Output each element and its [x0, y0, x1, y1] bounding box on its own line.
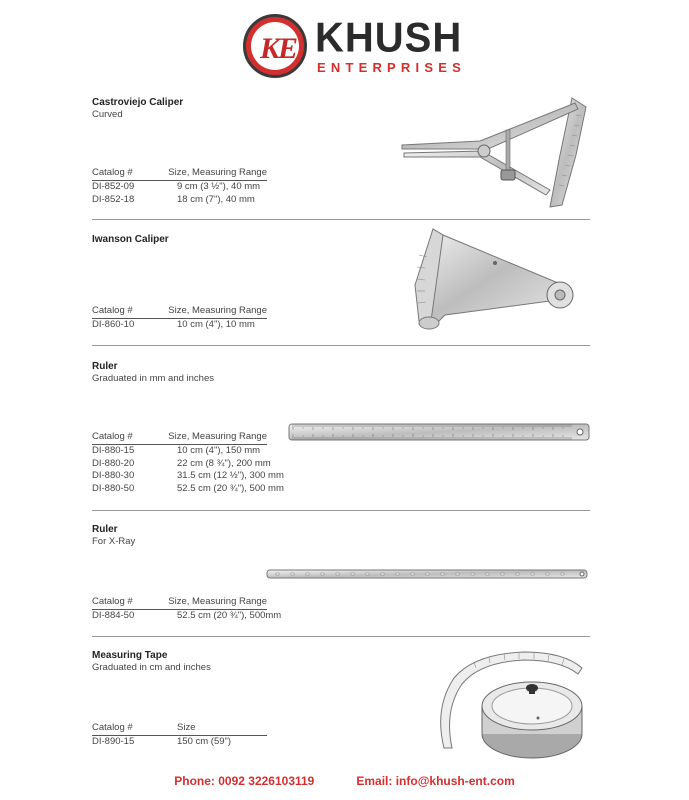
size-value: 31.5 cm (12 ½"), 300 mm — [177, 470, 284, 481]
catalog-number: DI-860-10 — [92, 319, 135, 330]
product-title: Castroviejo Caliper — [92, 97, 184, 108]
catalog-number: DI-880-50 — [92, 482, 135, 494]
product-subtitle: Graduated in mm and inches — [92, 373, 214, 384]
table-row — [92, 736, 267, 749]
measuring-tape-image — [434, 648, 590, 764]
iwanson-caliper-image — [405, 225, 595, 337]
table-row — [92, 610, 281, 623]
catalog-table — [92, 722, 267, 749]
steel-ruler-image — [288, 422, 592, 442]
size-value: 22 cm (8 ¾"), 200 mm — [177, 457, 271, 469]
product-title: Measuring Tape — [92, 650, 168, 661]
catalog-header: Catalog # — [92, 722, 133, 733]
product-subtitle: Curved — [92, 109, 123, 120]
size-value: 52.5 cm (20 ¾"), 500mm — [177, 610, 282, 621]
section-divider — [92, 636, 590, 637]
table-header — [92, 722, 267, 736]
product-title: Iwanson Caliper — [92, 234, 169, 245]
table-row — [92, 470, 284, 483]
size-header: Size, Measuring Range — [168, 305, 267, 316]
product-ruler-graduated — [92, 361, 590, 494]
product-subtitle: Graduated in cm and inches — [92, 662, 211, 673]
catalog-table — [92, 596, 281, 623]
table-row — [92, 194, 267, 207]
size-header: Size, Measuring Range — [168, 596, 267, 607]
catalog-table — [92, 167, 267, 206]
catalog-table — [92, 305, 267, 332]
size-value: 150 cm (59") — [177, 736, 232, 747]
table-header — [92, 596, 267, 610]
logo-monogram: KE — [259, 32, 297, 65]
size-value: 9 cm (3 ½"), 40 mm — [177, 181, 261, 192]
catalog-header: Catalog # — [92, 167, 133, 178]
catalog-header: Catalog # — [92, 596, 133, 607]
brand-subtitle: ENTERPRISES — [317, 60, 466, 75]
table-header — [92, 431, 267, 445]
size-value: 52.5 cm (20 ¾"), 500 mm — [177, 482, 284, 494]
table-header — [92, 167, 267, 181]
section-divider — [92, 219, 590, 220]
table-header — [92, 305, 267, 319]
logo-emblem — [243, 14, 307, 78]
product-title: Ruler — [92, 524, 118, 535]
table-row — [92, 445, 284, 458]
table-row — [92, 181, 267, 194]
brand-name: KHUSH — [315, 14, 463, 62]
size-value: 18 cm (7"), 40 mm — [177, 193, 255, 205]
catalog-number: DI-890-15 — [92, 736, 135, 747]
castroviejo-caliper-image — [400, 95, 590, 213]
product-title: Ruler — [92, 361, 118, 372]
table-row — [92, 458, 284, 471]
catalog-header: Catalog # — [92, 305, 133, 316]
catalog-number: DI-884-50 — [92, 610, 135, 621]
catalog-number: DI-852-18 — [92, 193, 135, 205]
catalog-number: DI-852-09 — [92, 181, 135, 192]
size-value: 10 cm (4"), 150 mm — [177, 445, 261, 456]
catalog-number: DI-880-30 — [92, 470, 135, 481]
product-ruler-xray — [92, 524, 590, 621]
contact-footer — [0, 774, 689, 788]
size-header: Size, Measuring Range — [168, 431, 267, 442]
table-row — [92, 483, 284, 496]
xray-ruler-image — [266, 568, 592, 580]
email-contact: Email: info@khush-ent.com — [356, 774, 515, 788]
product-subtitle: For X-Ray — [92, 536, 136, 547]
catalog-number: DI-880-15 — [92, 445, 135, 456]
size-value: 10 cm (4"), 10 mm — [177, 319, 255, 330]
size-header: Size — [177, 722, 196, 733]
catalog-number: DI-880-20 — [92, 457, 135, 469]
catalog-header: Catalog # — [92, 431, 133, 442]
phone-contact: Phone: 0092 3226103119 — [174, 774, 315, 788]
table-row — [92, 319, 267, 332]
company-logo — [243, 12, 466, 82]
section-divider — [92, 510, 590, 511]
catalog-table — [92, 431, 284, 495]
section-divider — [92, 345, 590, 346]
size-header: Size, Measuring Range — [168, 167, 267, 178]
